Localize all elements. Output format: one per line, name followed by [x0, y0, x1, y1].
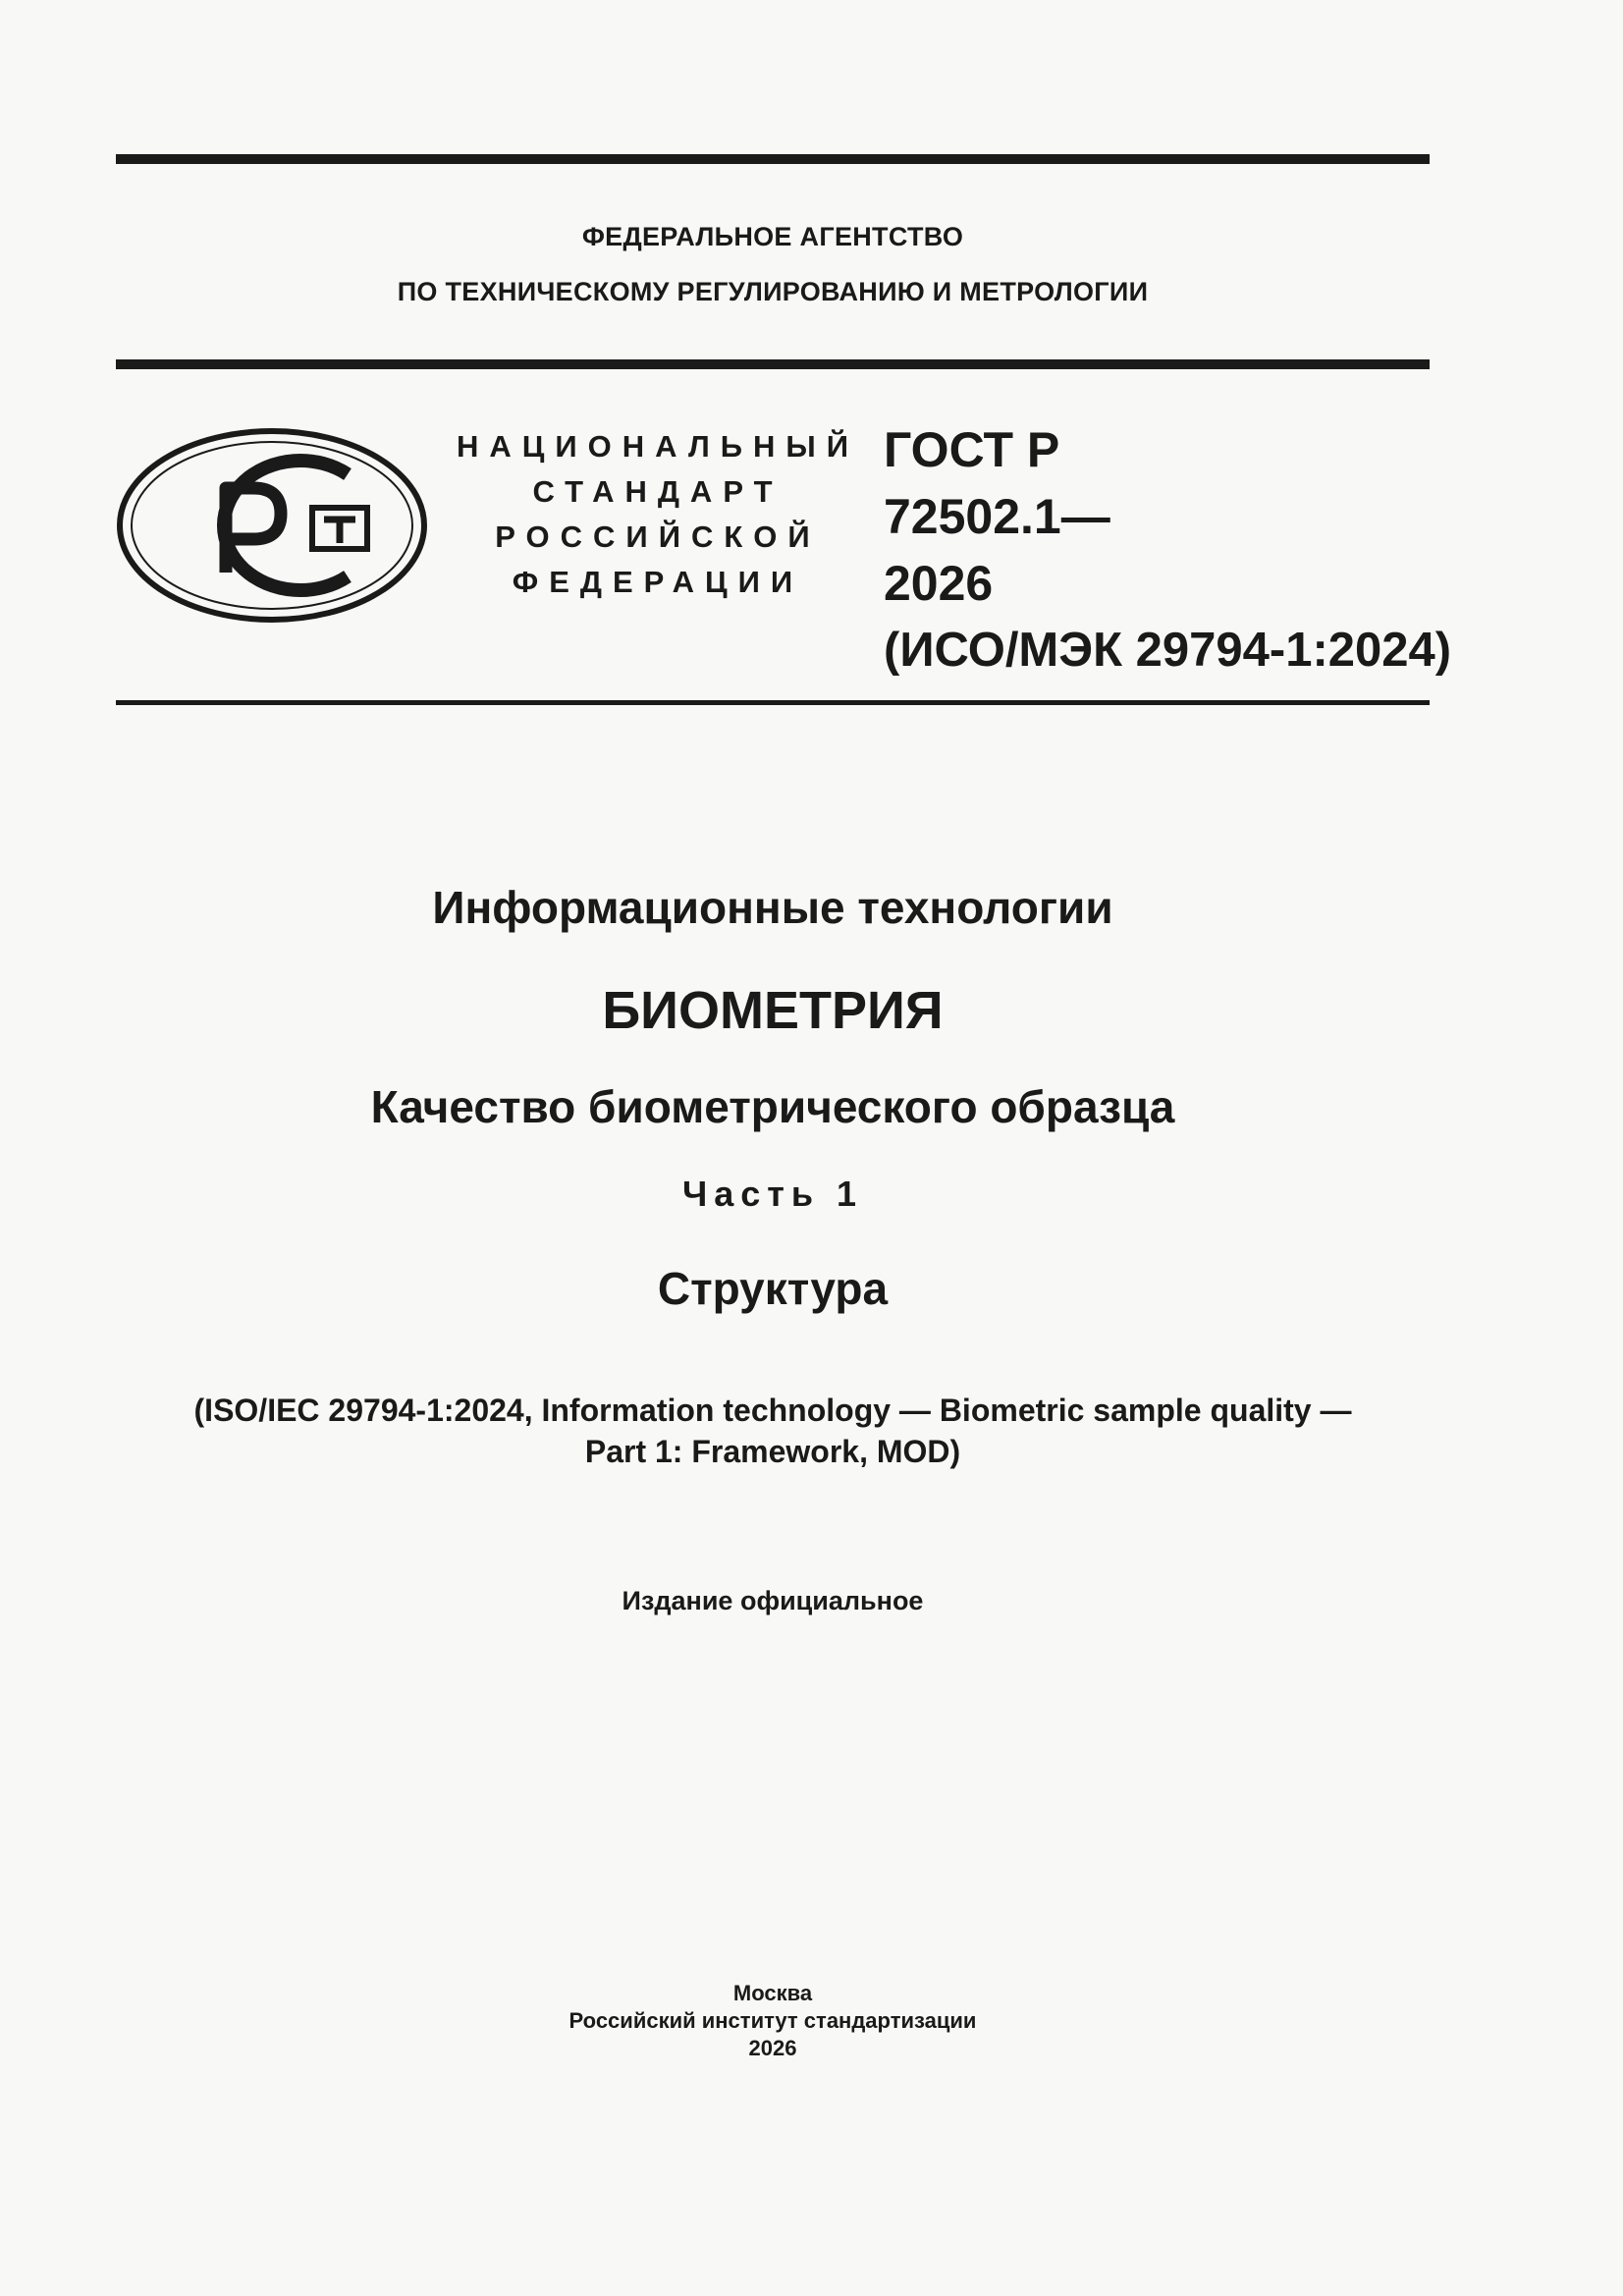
title-main: БИОМЕТРИЯ [602, 981, 944, 1040]
agency-line-2: ПО ТЕХНИЧЕСКОМУ РЕГУЛИРОВАНИЮ И МЕТРОЛОГИИ [397, 277, 1149, 306]
top-rule [116, 154, 1430, 164]
title-part-name: Структура [657, 1263, 889, 1314]
national-line-2: СТАНДАРТ [532, 474, 784, 509]
standard-designation [884, 416, 1452, 683]
original-standard-line-1: (ISO/IEC 29794-1:2024, Information technology — Biometric sample quality — [193, 1393, 1352, 1428]
imprint-publisher: Российский институт стандартизации [568, 2008, 977, 2033]
title-subtitle: Качество биометрического образца [370, 1081, 1175, 1132]
national-line-1: НАЦИОНАЛЬНЫЙ [456, 429, 860, 464]
title-group: Информационные технологии [432, 882, 1113, 933]
designation-line-1: ГОСТ Р [884, 422, 1060, 477]
national-standard-label [432, 424, 884, 605]
national-line-3: РОССИЙСКОЙ [495, 519, 821, 554]
imprint-city: Москва [732, 1981, 813, 2005]
agency-line-1: ФЕДЕРАЛЬНОЕ АГЕНТСТВО [581, 222, 964, 251]
title-part: Часть 1 [681, 1174, 864, 1214]
original-standard-line-2: Part 1: Framework, MOD) [584, 1434, 961, 1469]
designation-line-3: 2026 [884, 556, 994, 611]
rst-certification-mark-icon [116, 427, 428, 624]
imprint-year: 2026 [748, 2036, 797, 2060]
designation-line-4: (ИСО/МЭК 29794-1:2024) [884, 624, 1452, 677]
edition-label: Издание официальное [622, 1586, 924, 1615]
designation-line-2: 72502.1— [884, 489, 1110, 544]
rst-logo [116, 427, 428, 624]
national-line-4: ФЕДЕРАЦИИ [512, 565, 804, 599]
designation-bottom-rule [116, 700, 1430, 705]
header-bottom-rule [116, 359, 1430, 369]
